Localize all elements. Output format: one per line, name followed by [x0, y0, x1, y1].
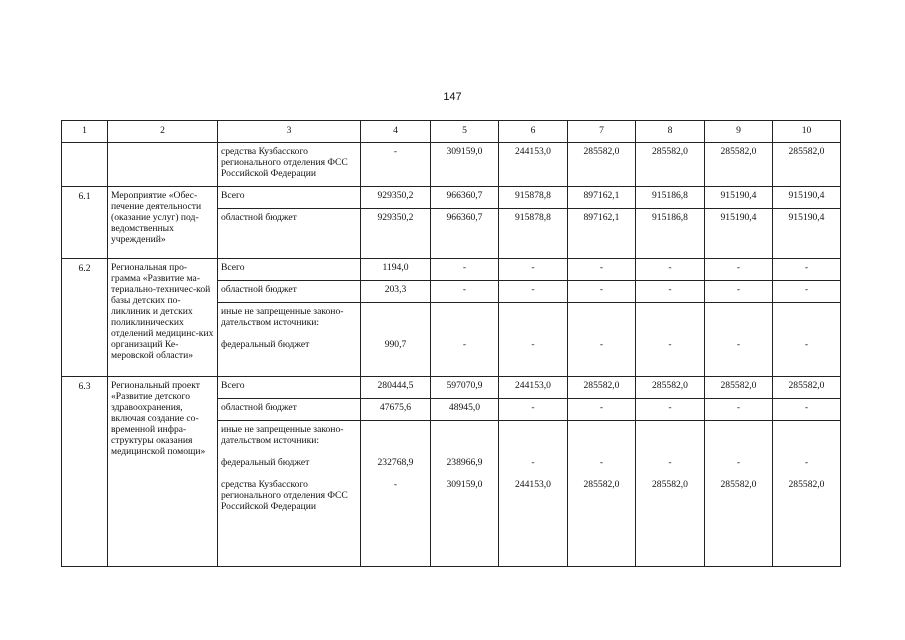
- spacer: [502, 446, 564, 457]
- spacer: [434, 468, 495, 479]
- section-title: Региональная про-грамма «Развитие ма-териально-техничес-кой базы детских по-ликлиник и детских поликлинических отделений медицинс-ких организаций Ке-меровской области»: [108, 259, 218, 377]
- value: 244153,0: [515, 479, 551, 490]
- value-cell: 597070,9: [431, 377, 499, 399]
- value-cell: 203,3: [361, 281, 431, 303]
- value: -: [736, 339, 741, 350]
- value-cell: -: [568, 259, 636, 281]
- spacer: [639, 306, 701, 328]
- value-cell: 285582,0: [705, 377, 773, 399]
- source-line: средства Кузбасского регионального отделения ФСС Российской Федерации: [221, 479, 348, 512]
- page-number: 147: [443, 91, 462, 103]
- value-cell: 915190,4: [705, 187, 773, 209]
- value-cell: 285582,0: [568, 143, 636, 187]
- header-cell: 3: [218, 121, 361, 143]
- value: 238966,9: [446, 457, 483, 468]
- spacer: [571, 446, 632, 457]
- header-cell: 5: [431, 121, 499, 143]
- value-cell: -: [705, 259, 773, 281]
- spacer: [776, 468, 837, 479]
- spacer: [571, 468, 632, 479]
- value-cell: 309159,0: [431, 143, 499, 187]
- section-number: 6.3: [62, 377, 108, 567]
- value-cell: [636, 421, 705, 567]
- section-title: Региональный проект «Развитие детского здравоохранения, включая создание со-временной инфра-структуры оказания медицинской помощи»: [108, 377, 218, 567]
- value-cell: 915190,4: [705, 209, 773, 259]
- spacer: [434, 446, 495, 457]
- section-number: 6.1: [62, 187, 108, 259]
- value-cell: -: [773, 281, 841, 303]
- spacer: [776, 424, 837, 446]
- value: -: [668, 339, 672, 350]
- source-cell: средства Кузбасского регионального отделения ФСС Российской Федерации: [218, 143, 361, 187]
- value-cell: -: [431, 259, 499, 281]
- title-cell: [108, 143, 218, 187]
- value-cell: 915190,4: [773, 209, 841, 259]
- header-cell: 4: [361, 121, 431, 143]
- source-cell: [218, 303, 361, 377]
- value: -: [804, 339, 809, 350]
- spacer: [776, 306, 837, 328]
- spacer: [434, 328, 495, 339]
- value-cell: 244153,0: [499, 143, 568, 187]
- value-cell: [431, 421, 499, 567]
- num-cell: [62, 143, 108, 187]
- value-cell: [568, 303, 636, 377]
- value-cell: [361, 421, 431, 567]
- spacer: [364, 328, 427, 339]
- value-cell: [361, 303, 431, 377]
- value-cell: 929350,2: [361, 209, 431, 259]
- value: 990,7: [384, 339, 407, 350]
- table-row: [62, 187, 841, 209]
- value-cell: 915878,8: [499, 187, 568, 209]
- source-line: иные не запрещенные законо-дательством источники:: [221, 424, 344, 446]
- value-cell: 915186,8: [636, 187, 705, 209]
- spacer: [708, 446, 769, 457]
- source-cell: Всего: [218, 187, 361, 209]
- spacer: [639, 446, 701, 457]
- value: -: [736, 457, 741, 468]
- value-cell: 915186,8: [636, 209, 705, 259]
- value-cell: 285582,0: [773, 377, 841, 399]
- value-cell: -: [773, 259, 841, 281]
- value-cell: 285582,0: [636, 143, 705, 187]
- value: 285582,0: [720, 479, 757, 490]
- value-cell: 244153,0: [499, 377, 568, 399]
- source-line: федеральный бюджет: [221, 339, 310, 350]
- spacer: [221, 328, 357, 339]
- budget-table: [61, 120, 841, 567]
- spacer: [708, 424, 769, 446]
- value-cell: 915878,8: [499, 209, 568, 259]
- table-row: [62, 377, 841, 399]
- value-cell: 48945,0: [431, 399, 499, 421]
- spacer: [776, 446, 837, 457]
- spacer: [708, 468, 769, 479]
- header-cell: 8: [636, 121, 705, 143]
- value-cell: -: [636, 399, 705, 421]
- spacer: [639, 468, 701, 479]
- value: 285582,0: [652, 479, 688, 490]
- value-cell: [773, 303, 841, 377]
- value-cell: 897162,1: [568, 209, 636, 259]
- spacer: [502, 468, 564, 479]
- value-cell: [499, 421, 568, 567]
- spacer: [708, 306, 769, 328]
- spacer: [502, 424, 564, 446]
- section-number: 6.2: [62, 259, 108, 377]
- spacer: [571, 306, 632, 328]
- value: -: [804, 457, 809, 468]
- header-cell: 6: [499, 121, 568, 143]
- source-cell: [218, 421, 361, 567]
- table-row: [62, 259, 841, 281]
- spacer: [364, 424, 427, 446]
- value: -: [462, 339, 467, 350]
- value-cell: 285582,0: [773, 143, 841, 187]
- spacer: [502, 306, 564, 328]
- table-row: [62, 143, 841, 187]
- value-cell: -: [499, 259, 568, 281]
- value-cell: [568, 421, 636, 567]
- spacer: [639, 328, 701, 339]
- spacer: [776, 328, 837, 339]
- header-cell: 9: [705, 121, 773, 143]
- spacer: [221, 446, 357, 457]
- section-title: Мероприятие «Обес-печение деятельности (оказание услуг) под-ведомственных учреждений»: [108, 187, 218, 259]
- header-cell: 2: [108, 121, 218, 143]
- value-cell: -: [361, 143, 431, 187]
- header-cell: 7: [568, 121, 636, 143]
- spacer: [708, 328, 769, 339]
- value-cell: -: [431, 281, 499, 303]
- value-cell: -: [705, 281, 773, 303]
- value: 285582,0: [788, 479, 825, 490]
- spacer: [571, 424, 632, 446]
- source-cell: Всего: [218, 259, 361, 281]
- header-cell: 10: [773, 121, 841, 143]
- value: -: [531, 339, 535, 350]
- source-cell: областной бюджет: [218, 399, 361, 421]
- spacer: [221, 468, 357, 479]
- value-cell: -: [636, 259, 705, 281]
- spacer: [364, 306, 427, 328]
- value-cell: 285582,0: [705, 143, 773, 187]
- spacer: [571, 328, 632, 339]
- value-cell: -: [705, 399, 773, 421]
- source-cell: областной бюджет: [218, 281, 361, 303]
- value: -: [599, 339, 604, 350]
- value: -: [668, 457, 672, 468]
- value-cell: [636, 303, 705, 377]
- spacer: [502, 328, 564, 339]
- spacer: [434, 306, 495, 328]
- spacer: [434, 424, 495, 446]
- value-cell: [705, 421, 773, 567]
- source-line: иные не запрещенные законо-дательством источники:: [221, 306, 344, 328]
- value-cell: 966360,7: [431, 209, 499, 259]
- spacer: [364, 446, 427, 457]
- value-cell: -: [568, 281, 636, 303]
- value-cell: -: [773, 399, 841, 421]
- source-cell: областной бюджет: [218, 209, 361, 259]
- value-cell: [773, 421, 841, 567]
- value-cell: [499, 303, 568, 377]
- value-cell: 966360,7: [431, 187, 499, 209]
- value: 285582,0: [583, 479, 620, 490]
- value: -: [531, 457, 535, 468]
- value-cell: 280444,5: [361, 377, 431, 399]
- value-cell: -: [636, 281, 705, 303]
- value: -: [393, 479, 398, 490]
- value-cell: -: [568, 399, 636, 421]
- value-cell: 897162,1: [568, 187, 636, 209]
- value: 232768,9: [377, 457, 414, 468]
- value: 309159,0: [446, 479, 483, 490]
- source-line: федеральный бюджет: [221, 457, 310, 468]
- source-cell: Всего: [218, 377, 361, 399]
- value-cell: 1194,0: [361, 259, 431, 281]
- value-cell: -: [499, 281, 568, 303]
- value-cell: 285582,0: [636, 377, 705, 399]
- spacer: [639, 424, 701, 446]
- spacer: [364, 468, 427, 479]
- value-cell: 285582,0: [568, 377, 636, 399]
- header-row: [62, 121, 841, 143]
- value-cell: -: [499, 399, 568, 421]
- value-cell: 915190,4: [773, 187, 841, 209]
- header-cell: 1: [62, 121, 108, 143]
- value-cell: [705, 303, 773, 377]
- value-cell: 47675,6: [361, 399, 431, 421]
- value: -: [599, 457, 604, 468]
- value-cell: [431, 303, 499, 377]
- value-cell: 929350,2: [361, 187, 431, 209]
